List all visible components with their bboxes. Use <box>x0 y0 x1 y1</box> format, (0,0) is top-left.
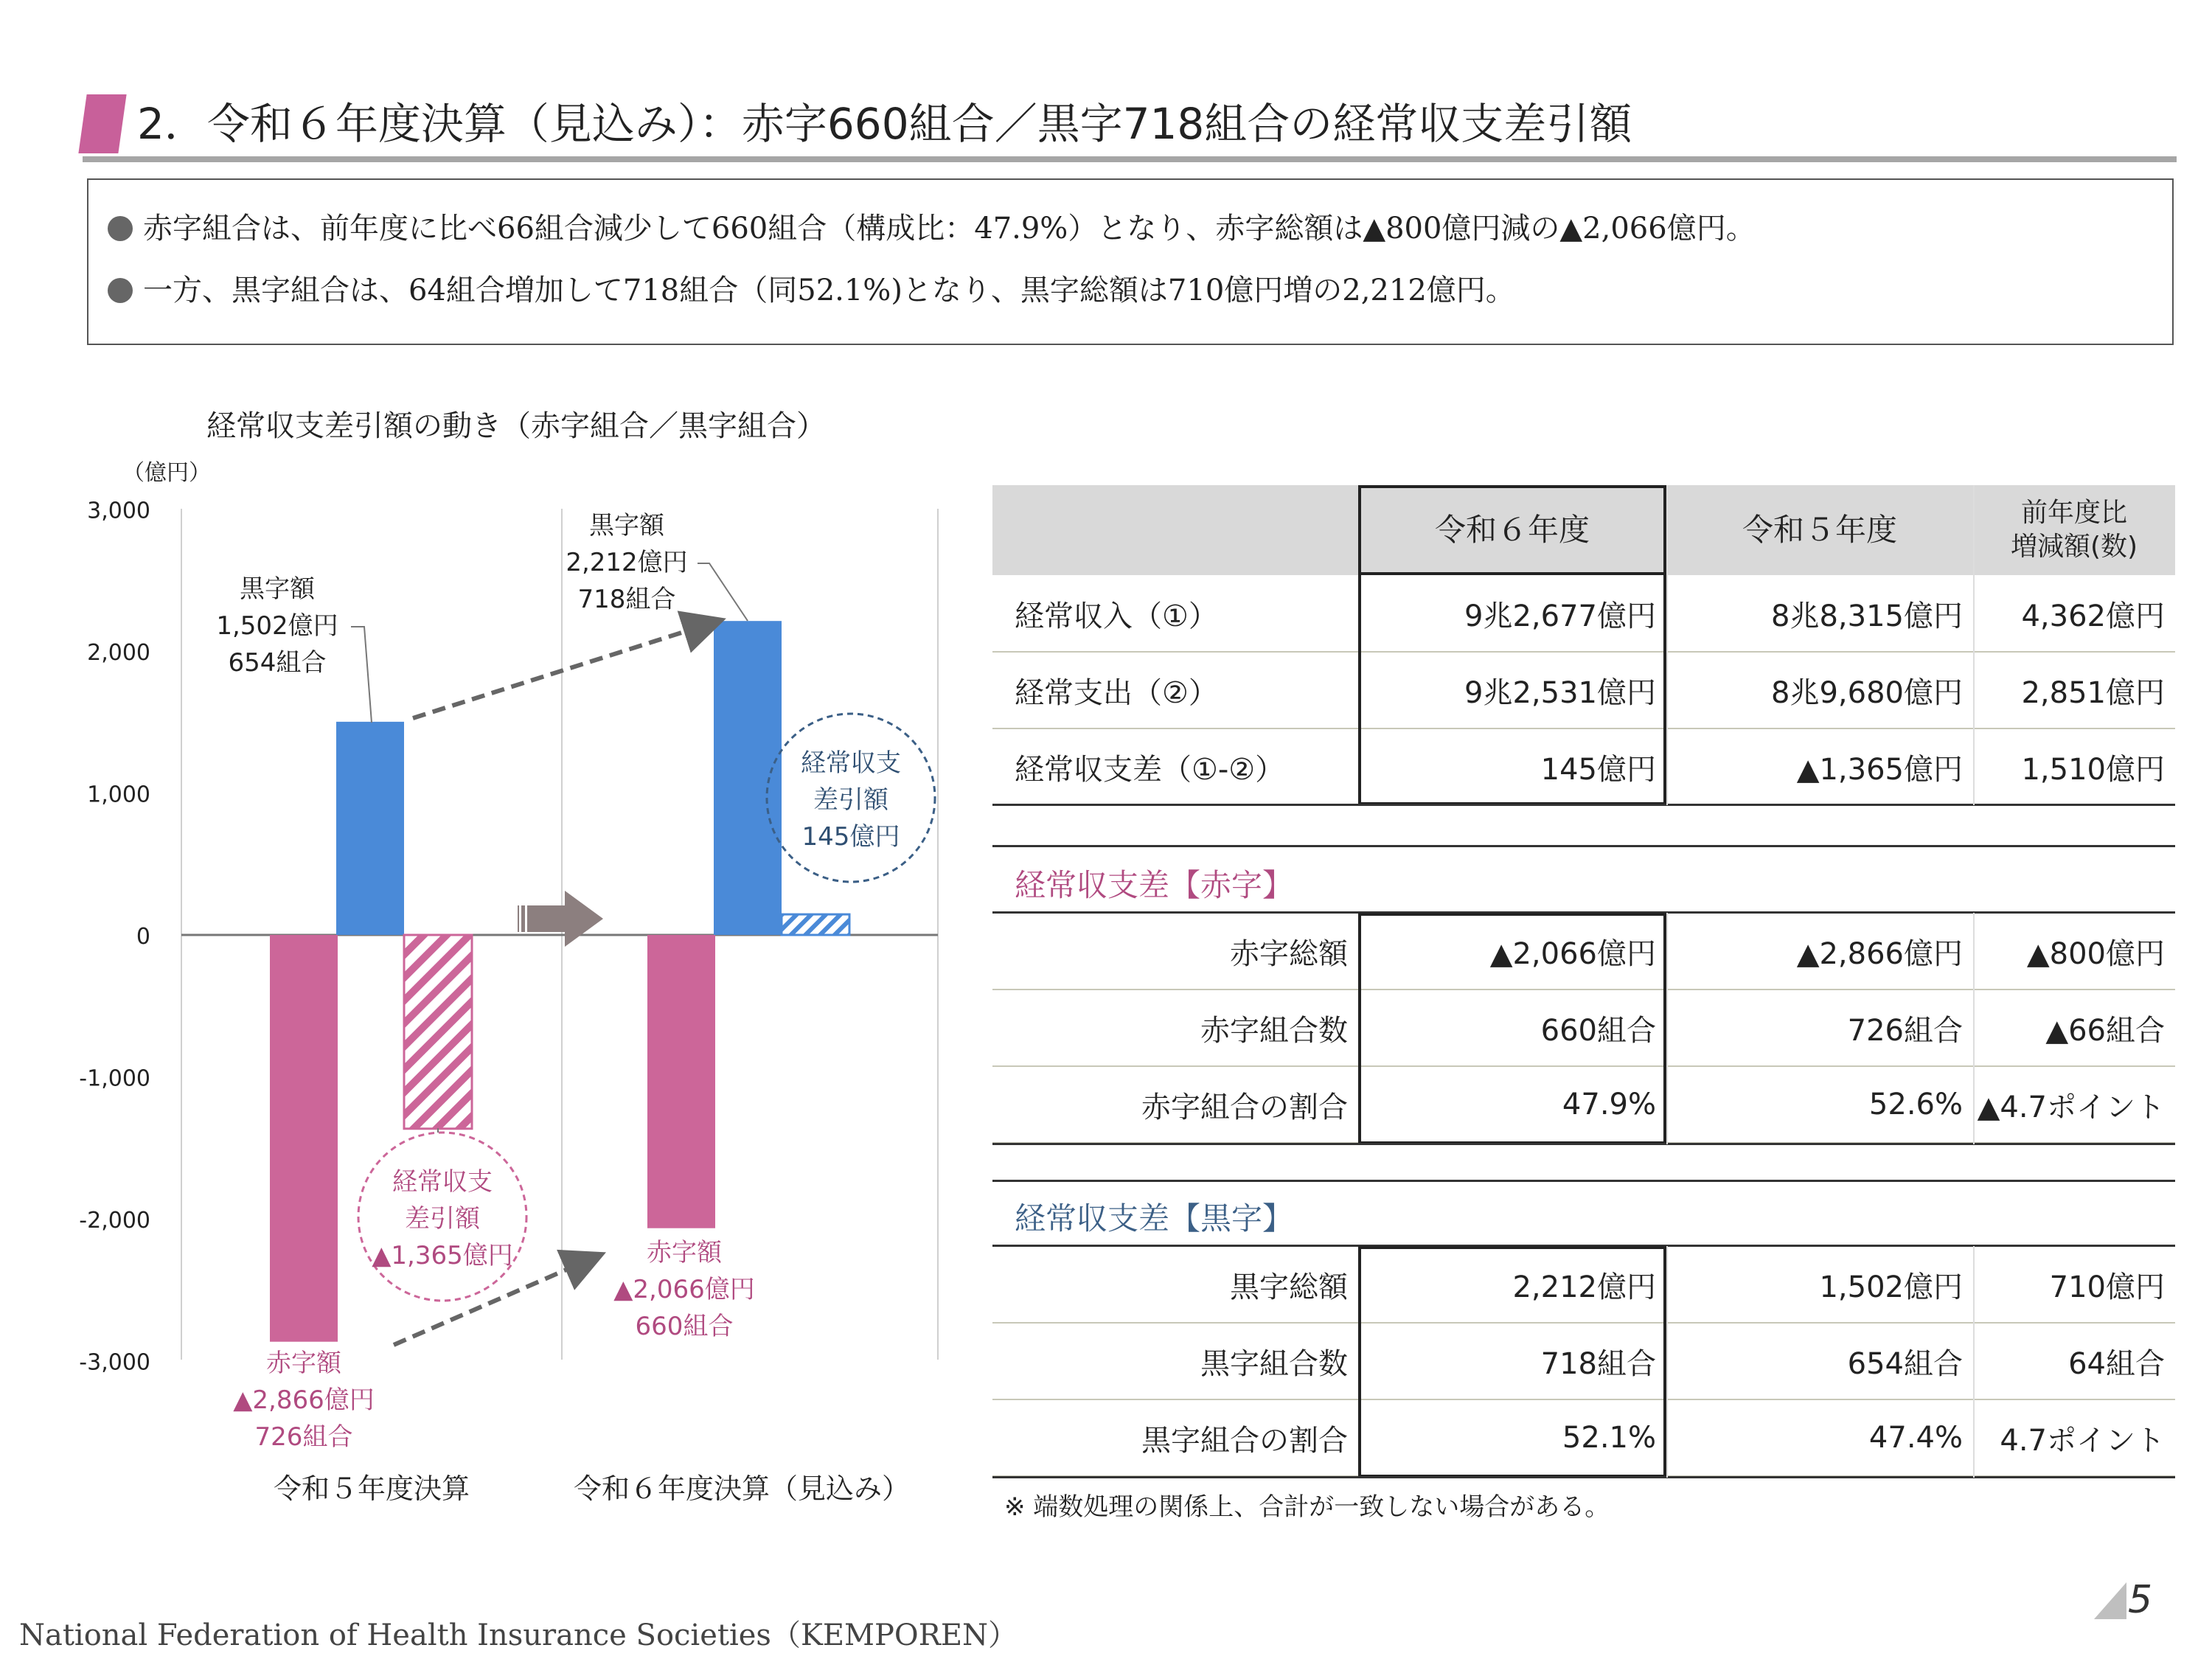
annotation-r6-balance-amount: 145億円 <box>801 822 900 852</box>
table-cell: ▲800億円 <box>2026 936 2165 971</box>
table-cell: 654組合 <box>1847 1346 1963 1381</box>
table-row-label: 経常収入（①） <box>1015 599 1218 633</box>
annotation-r5-deficit-amount: ▲2,866億円 <box>233 1385 375 1415</box>
section-top-rule <box>992 845 2175 847</box>
x-category-label: 令和５年度決算 <box>273 1472 470 1505</box>
red-section-title: 経常収支差【赤字】 <box>1015 867 1294 903</box>
annotation-r6-surplus-label: 黒字額 <box>589 511 664 540</box>
transition-arrow-icon <box>518 891 603 947</box>
table-row-label: 赤字組合数 <box>1200 1013 1348 1048</box>
annotation-r5-surplus-amount: 1,502億円 <box>216 611 338 641</box>
table-cell: 8兆9,680億円 <box>1771 675 1963 710</box>
table-cell: 64組合 <box>2068 1346 2165 1381</box>
table-cell: 710億円 <box>2049 1270 2165 1304</box>
table-row-label: 黒字組合数 <box>1200 1346 1348 1381</box>
table-column-header: 令和６年度 <box>1434 512 1590 548</box>
table-cell: 2,212億円 <box>1512 1270 1656 1304</box>
table-cell: 47.9% <box>1562 1088 1656 1121</box>
bar-deficit <box>647 935 715 1228</box>
table-cell: 726組合 <box>1847 1013 1963 1048</box>
title-underline <box>83 156 2177 162</box>
current-year-header-frame <box>1358 485 1666 575</box>
bullet-icon <box>108 278 133 303</box>
table-cell: 8兆8,315億円 <box>1771 599 1963 633</box>
table-column-header: 令和５年度 <box>1742 512 1897 548</box>
current-year-column-frame <box>1358 913 1666 1144</box>
table-cell: 47.4% <box>1868 1421 1963 1455</box>
table-cell: ▲66組合 <box>2045 1013 2165 1048</box>
annotation-r5-deficit-count: 726組合 <box>254 1422 353 1452</box>
annotation-r5-surplus-count: 654組合 <box>228 648 327 678</box>
column-separator <box>1973 913 1975 1144</box>
chart-unit-label: （億円） <box>122 460 211 486</box>
table-cell: 4.7ポイント <box>2000 1423 2165 1458</box>
current-year-column-frame <box>1358 1246 1666 1478</box>
summary-line-2: 一方、黒字組合は、64組合増加して718組合（同52.1%)となり、黒字総額は710億円増の2,212億円。 <box>108 270 1515 311</box>
annotation-r5-deficit-label: 赤字額 <box>266 1349 341 1378</box>
bar-balance <box>782 914 849 935</box>
y-tick-label: -2,000 <box>79 1208 150 1234</box>
table-cell: 1,510億円 <box>2021 752 2165 787</box>
block-bottom-rule <box>992 1476 2175 1478</box>
bar-surplus <box>714 621 782 935</box>
bar-balance <box>404 935 472 1129</box>
title-accent-mark <box>78 94 126 153</box>
leader-line <box>698 563 748 621</box>
annotation-r6-surplus-count: 718組合 <box>577 585 676 614</box>
y-tick-label: -1,000 <box>79 1065 150 1092</box>
table-row-label: 経常収支差（①-②） <box>1015 752 1285 787</box>
column-separator <box>1973 485 1975 805</box>
table-cell: 4,362億円 <box>2021 599 2165 633</box>
bullet-icon <box>108 216 133 241</box>
column-separator <box>1666 913 1668 1144</box>
bar-surplus <box>336 722 404 935</box>
page-corner-mark <box>2094 1582 2126 1619</box>
table-column-header: 前年度比 増減額(数) <box>2010 498 2138 562</box>
table-cell: 9兆2,531億円 <box>1464 675 1656 710</box>
table-row-label: 黒字組合の割合 <box>1141 1423 1348 1458</box>
table-row-label: 赤字総額 <box>1230 936 1348 971</box>
x-category-label: 令和６年度決算（見込み） <box>573 1472 911 1505</box>
block-bottom-rule <box>992 804 2175 806</box>
table-cell: 145億円 <box>1540 752 1656 787</box>
annotation-r6-deficit-count: 660組合 <box>635 1312 734 1341</box>
page-number: 5 <box>2128 1578 2153 1622</box>
transition-arrow-stripe <box>525 905 527 932</box>
table-cell: 718組合 <box>1540 1346 1656 1381</box>
black-section-title: 経常収支差【黒字】 <box>1015 1200 1294 1237</box>
annotation-r6-balance-label: 経常収支 <box>801 748 901 778</box>
table-cell: 1,502億円 <box>1819 1270 1963 1304</box>
annotation-r5-balance-label2: 差引額 <box>405 1204 480 1234</box>
annotation-r5-balance-amount: ▲1,365億円 <box>372 1241 513 1270</box>
leader-line <box>351 627 372 723</box>
table-row-label: 黒字総額 <box>1230 1270 1348 1304</box>
annotation-r6-deficit-label: 赤字額 <box>647 1238 722 1267</box>
y-tick-label: 2,000 <box>87 640 150 666</box>
balance-chart <box>0 472 973 1534</box>
chart-title: 経常収支差引額の動き（赤字組合／黒字組合） <box>206 409 826 443</box>
annotation-r6-surplus-amount: 2,212億円 <box>566 548 688 577</box>
column-separator <box>1973 1246 1975 1478</box>
table-cell: ▲4.7ポイント <box>1977 1090 2165 1124</box>
y-tick-label: 3,000 <box>87 498 150 524</box>
transition-arrow-stripe <box>519 905 521 932</box>
table-row-label: 赤字組合の割合 <box>1141 1090 1348 1124</box>
bar-deficit <box>270 935 338 1342</box>
annotation-r5-surplus-label: 黒字額 <box>240 574 315 604</box>
annotation-r6-balance-label2: 差引額 <box>813 785 888 815</box>
footer-organization: National Federation of Health Insurance Societies（KEMPOREN） <box>19 1618 1018 1652</box>
y-tick-label: 1,000 <box>87 782 150 808</box>
y-tick-label: 0 <box>136 924 150 950</box>
table-cell: ▲1,365億円 <box>1796 752 1963 787</box>
table-cell: 52.1% <box>1562 1421 1656 1455</box>
table-row-label: 経常支出（②） <box>1015 675 1218 710</box>
table-cell: 52.6% <box>1868 1088 1963 1121</box>
footnote: ※ 端数処理の関係上、合計が一致しない場合がある。 <box>1004 1492 1610 1522</box>
deficit-trend-arrow <box>394 1259 590 1345</box>
page-title: 2．令和６年度決算（見込み）：赤字660組合／黒字718組合の経常収支差引額 <box>137 99 1632 149</box>
column-separator <box>1666 1246 1668 1478</box>
table-cell: 660組合 <box>1540 1013 1656 1048</box>
table-cell: ▲2,066億円 <box>1489 936 1656 971</box>
summary-line-1: 赤字組合は、前年度に比べ66組合減少して660組合（構成比：47.9%）となり、赤字総額は▲800億円減の▲2,066億円。 <box>108 208 1756 249</box>
block-bottom-rule <box>992 1143 2175 1145</box>
section-top-rule <box>992 1180 2175 1182</box>
column-separator <box>1666 485 1668 805</box>
annotation-r6-deficit-amount: ▲2,066億円 <box>613 1275 755 1304</box>
table-cell: 9兆2,677億円 <box>1464 599 1656 633</box>
table-cell: ▲2,866億円 <box>1796 936 1963 971</box>
summary-box <box>87 178 2174 345</box>
table-cell: 2,851億円 <box>2021 675 2165 710</box>
y-tick-label: -3,000 <box>79 1349 150 1376</box>
annotation-r5-balance-label: 経常収支 <box>392 1167 493 1197</box>
current-year-column-frame <box>1358 575 1666 805</box>
